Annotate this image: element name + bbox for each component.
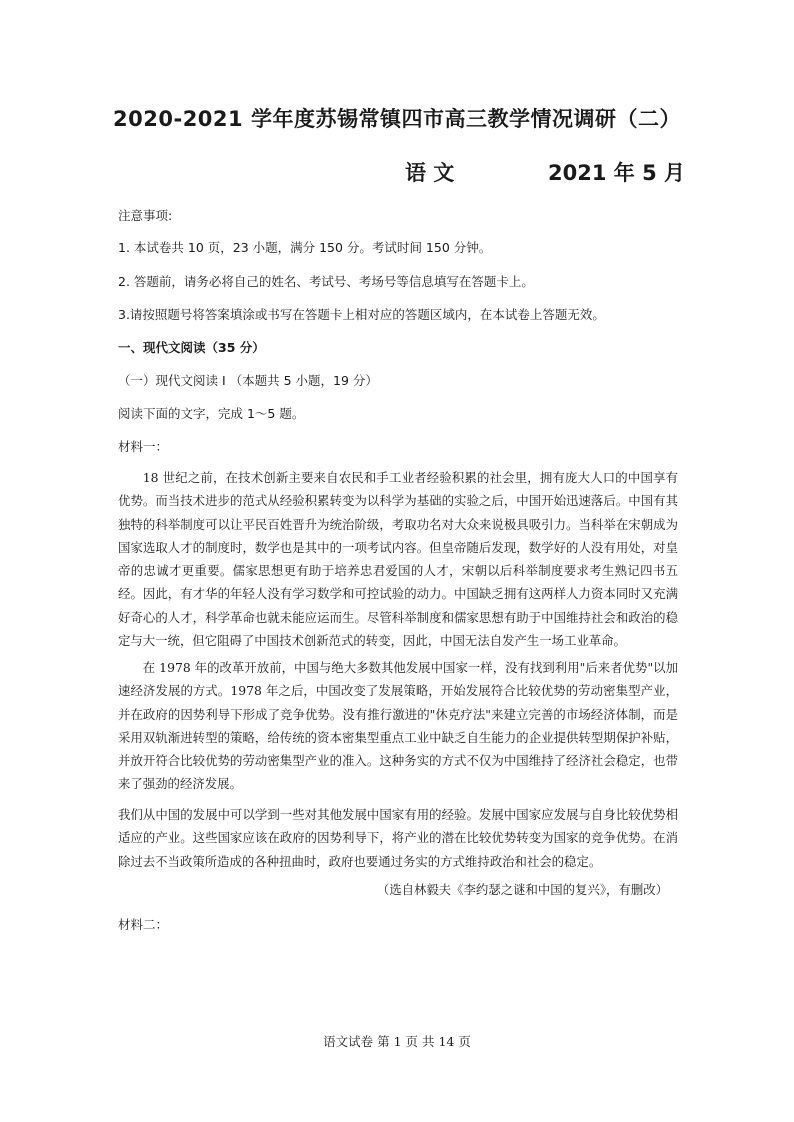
notice-heading: 注意事项: bbox=[118, 208, 173, 223]
notice-item-3: 3.请按照题号将答案填涂或书写在答题卡上相对应的答题区域内，在本试卷上答题无效。 bbox=[118, 307, 605, 322]
paragraph-2: 在 1978 年的改革开放前，中国与绝大多数其他发展中国家一样，没有找到利用"后来者优势"以加速经济发展的方式。1978 年之后，中国改变了发展策略，开始发展符合比较优势的劳动密集型产业，并在政府的因势利导下形成了竞争优势。没有推行激进的"休克疗法"来建立完善的市场经济体制，而是采用双轨渐进转型的策略，给传统的资本密集型重点工业中缺乏自生能力的企业提供转型期保护补贴，并放开符合比较优势的劳动密集型产业的准入。这种务实的方式不仅为中国维持了经济社会稳定，也带来了强劲的经济发展。 bbox=[118, 660, 678, 792]
material-two-label: 材料二： bbox=[118, 917, 169, 932]
paragraph-3: 我们从中国的发展中可以学到一些对其他发展中国家有用的经验。发展中国家应发展与自身比较优势相适应的产业。这些国家应该在政府的因势利导下，将产业的潜在比较优势转变为国家的竞争优势。在消除过去不当政策所造成的各种扭曲时，政府也要通过务实的方式维持政治和社会的稳定。 bbox=[118, 807, 678, 869]
sub-section-heading: （一）现代文阅读 I （本题共 5 小题，19 分） bbox=[118, 373, 378, 388]
exam-date: 2021 年 5 月 bbox=[548, 161, 685, 185]
paragraph-1: 18 世纪之前，在技术创新主要来自农民和手工业者经验积累的社会里，拥有庞大人口的中国享有优势。而当技术进步的范式从经验积累转变为以科学为基础的实验之后，中国开始迅速落后。中国有其独特的科举制度可以让平民百姓晋升为统治阶级，考取功名对大众来说极具吸引力。当科举在宋朝成为国家选取人才的制度时，数学也是其中的一项考试内容。但皇帝随后发现，数学好的人没有用处，对皇帝的忠诚才更重要。儒家思想更有助于培养忠君爱国的人才，宋朝以后科举制度要求考生熟记四书五经。因此，有才华的年轻人没有学习数学和可控试验的动力。中国缺乏拥有这两样人力资本同时又充满好奇心的人才，科学革命也就未能应运而生。尽管科举制度和儒家思想有助于中国维持社会和政治的稳定与大一统，但它阻碍了中国技术创新范式的转变，因此，中国无法自发产生一场工业革命。 bbox=[118, 470, 678, 649]
exam-title: 2020-2021 学年度苏锡常镇四市高三教学情况调研（二） bbox=[113, 107, 681, 131]
subject-name: 语 文 bbox=[405, 161, 455, 185]
notice-item-2: 2. 答题前，请务必将自己的姓名、考试号、考场号等信息填写在答题卡上。 bbox=[118, 274, 534, 289]
reading-instruction: 阅读下面的文字，完成 1～5 题。 bbox=[118, 406, 305, 421]
source-citation: （选自林毅夫《李约瑟之谜和中国的复兴》，有删改） bbox=[376, 882, 668, 897]
material-one-label: 材料一： bbox=[118, 439, 169, 454]
subject-date-line bbox=[405, 157, 685, 187]
notice-item-1: 1. 本试卷共 10 页，23 小题，满分 150 分。考试时间 150 分钟。 bbox=[118, 240, 492, 255]
page-footer: 语文试卷 第 1 页 共 14 页 bbox=[323, 1034, 471, 1049]
section-heading: 一、现代文阅读（35 分） bbox=[118, 340, 265, 355]
